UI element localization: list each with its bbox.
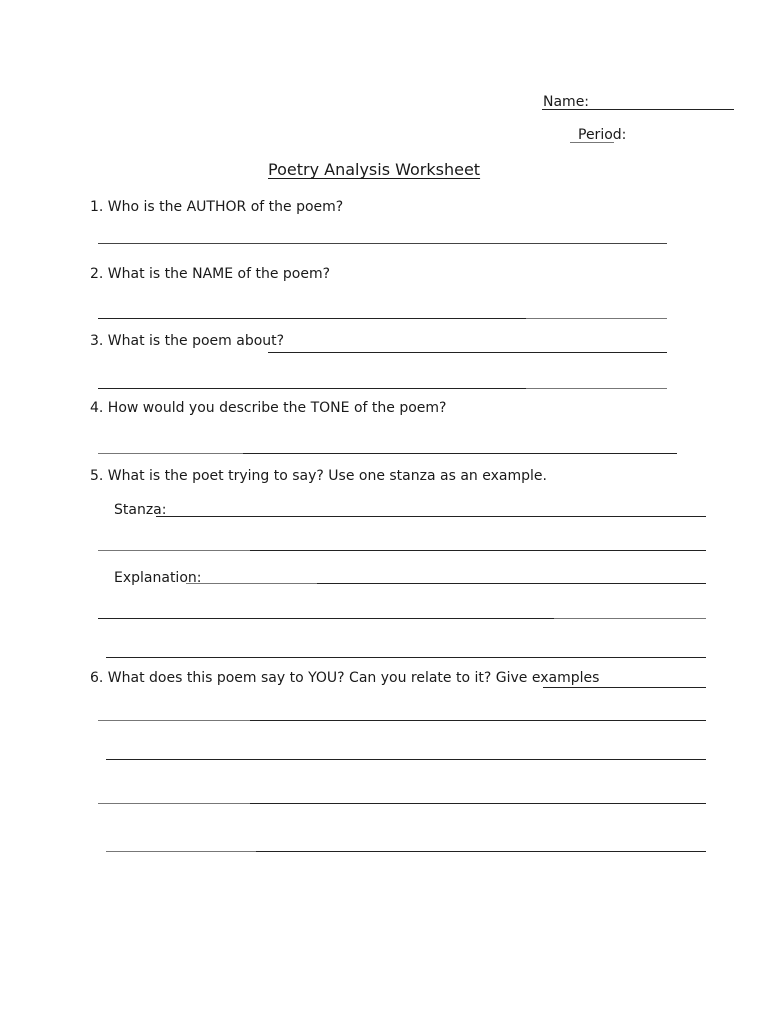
answer-line-5b[interactable] — [250, 550, 706, 551]
period-answer-line[interactable] — [570, 142, 614, 143]
answer-line-1a[interactable] — [98, 243, 667, 244]
answer-line-3b-tail — [526, 388, 667, 389]
question-2: 2. What is the NAME of the poem? — [90, 266, 331, 282]
answer-line-3a[interactable] — [268, 352, 667, 353]
answer-line-5e[interactable] — [106, 657, 706, 658]
question-5: 5. What is the poet trying to say? Use one stanza as an example. — [90, 468, 547, 484]
answer-line-6b-head — [98, 720, 250, 721]
answer-line-6e[interactable] — [256, 851, 706, 852]
question-4: 4. How would you describe the TONE of the poem? — [90, 400, 447, 416]
answer-line-6c[interactable] — [106, 759, 706, 760]
page-title: Poetry Analysis Worksheet — [268, 160, 481, 179]
question-1: 1. Who is the AUTHOR of the poem? — [90, 199, 344, 215]
explanation-answer-line[interactable] — [317, 583, 706, 584]
answer-line-4a-head — [98, 453, 243, 454]
stanza-answer-line[interactable] — [156, 516, 706, 517]
answer-line-2a[interactable] — [98, 318, 526, 319]
stanza-label: Stanza: — [114, 502, 167, 518]
answer-line-5d-tail — [554, 618, 706, 619]
answer-line-5b-head — [98, 550, 250, 551]
answer-line-6b[interactable] — [250, 720, 706, 721]
answer-line-5d[interactable] — [98, 618, 554, 619]
answer-line-4a[interactable] — [243, 453, 677, 454]
answer-line-3b[interactable] — [98, 388, 526, 389]
explanation-line-head — [186, 583, 317, 584]
explanation-label: Explanation: — [114, 570, 202, 586]
answer-line-6d[interactable] — [250, 803, 706, 804]
answer-line-6e-head — [106, 851, 256, 852]
question-6: 6. What does this poem say to YOU? Can you relate to it? Give examples — [90, 670, 600, 686]
name-label: Name: — [543, 94, 590, 110]
answer-line-2a-tail — [526, 318, 667, 319]
answer-line-6a[interactable] — [543, 687, 706, 688]
question-3: 3. What is the poem about? — [90, 333, 285, 349]
answer-line-6d-head — [98, 803, 250, 804]
period-label: Period: — [578, 127, 627, 143]
name-answer-line[interactable] — [542, 109, 734, 110]
